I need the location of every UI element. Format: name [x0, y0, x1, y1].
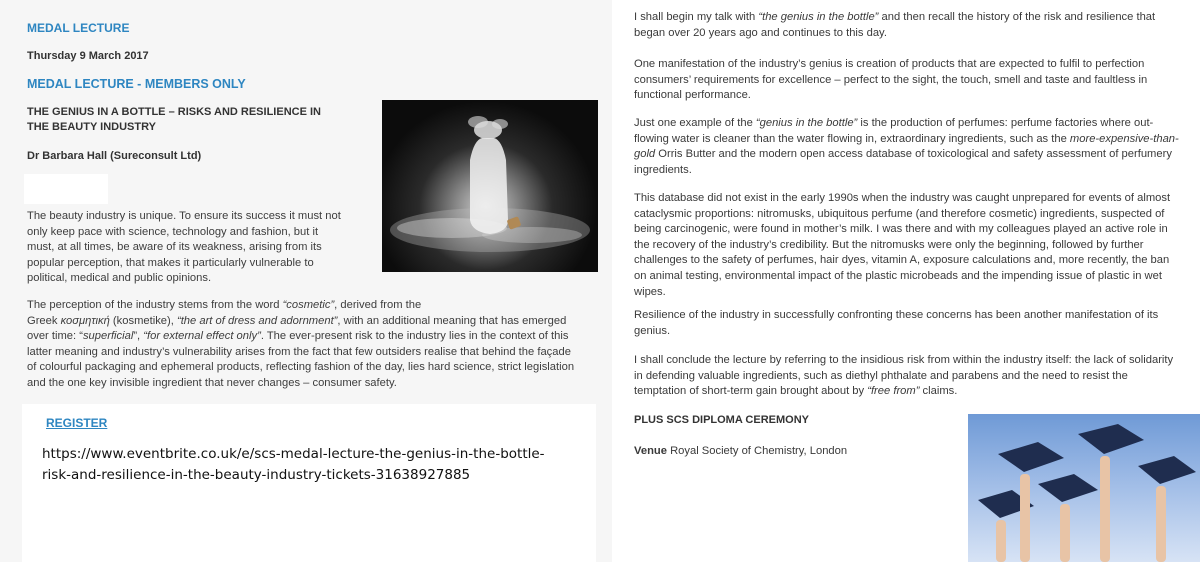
- paragraph-line: must, at all times, be aware of its weakness, arising from its: [27, 241, 322, 254]
- paragraph-line: began over 20 years ago and continues to this day.: [634, 26, 887, 39]
- intro-paragraph: [27, 209, 377, 287]
- paragraph-line: functional performance.: [634, 89, 751, 102]
- diploma-ceremony-heading: PLUS SCS DIPLOMA CEREMONY: [634, 414, 809, 426]
- paragraph-line: over time: “superficial”, “for external effect only”. The ever-present risk to the industry lies in the context of this: [27, 330, 569, 343]
- paragraph-line: ingredients.: [634, 163, 692, 176]
- venue-label: Venue: [634, 445, 667, 457]
- talk-intro-paragraph: [634, 10, 1200, 41]
- event-date: Thursday 9 March 2017: [27, 50, 149, 62]
- section-label: MEDAL LECTURE: [27, 21, 130, 35]
- paragraph-line: flowing water is cleaner than the water flowing in, extraordinary ingredients, such as the more-expensive-than-: [634, 132, 1179, 145]
- venue-value: Royal Society of Chemistry, London: [666, 445, 848, 457]
- paragraph-line: challenges to the safety of perfumes, hair dyes, vitamin A, exposure calculations and, more recently, the ban: [634, 254, 1170, 267]
- lecture-title-line: THE BEAUTY INDUSTRY: [27, 121, 156, 133]
- paragraph-line: gold Orris Butter and the modern open access database of toxicological and safety assessment of perfumery: [634, 148, 1172, 161]
- paragraph-line: consumers’ requirements for excellence – perfect to the sight, the touch, smell and taste and faultless in: [634, 73, 1148, 86]
- lecture-title-line: THE GENIUS IN A BOTTLE – RISKS AND RESILIENCE IN: [27, 106, 321, 118]
- paragraph-line: genius.: [634, 324, 671, 337]
- paragraph-line: political, medical and public opinions.: [27, 272, 212, 285]
- paragraph-line: wipes.: [634, 285, 666, 298]
- paragraph-line: temptation of short-term gain brought about by “free from” claims.: [634, 385, 958, 398]
- lecture-title: [27, 105, 321, 135]
- smoke-bottle-image: [382, 100, 598, 272]
- paragraph-line: the recovery of the industry’s credibility. But the nitromusks were only the beginning, followed by further: [634, 238, 1144, 251]
- paragraph-line: cataclysmic proportions: nitromusks, ubiquitous perfume (and therefore cosmetic) ingredients, suspected of: [634, 207, 1165, 220]
- perception-paragraph: [27, 298, 607, 392]
- paragraph-line: The beauty industry is unique. To ensure its success it must not: [27, 210, 341, 222]
- graduation-caps-image: [968, 414, 1200, 562]
- resilience-paragraph: [634, 308, 1200, 339]
- paragraph-line: and the one key invisible ingredient that never changes – consumer safety.: [27, 376, 397, 389]
- conclusion-paragraph: [634, 353, 1200, 400]
- paragraph-line: Just one example of the “genius in the bottle” is the production of perfumes: perfume factories where out-: [634, 117, 1154, 129]
- manifestation-paragraph: [634, 57, 1200, 104]
- blank-box: [24, 174, 108, 204]
- paragraph-line: This database did not exist in the early 1990s when the industry was caught unprepared for events of almost: [634, 192, 1171, 204]
- url-line: https://www.eventbrite.co.uk/e/scs-medal-lecture-the-genius-in-the-bottle-: [42, 446, 545, 462]
- register-box: [22, 404, 596, 562]
- paragraph-line: on animal testing, environmental impact of the plastic microbeads and the impending issue of plastic in wet: [634, 269, 1162, 282]
- paragraph-line: of colourful packaging and ephemeral products, reflecting fashion of the day, lies hard science, strict legislation: [27, 361, 575, 374]
- paragraph-line: in defending valuable ingredients, such as diethyl phthalate and parabens and the need to resist the: [634, 369, 1128, 382]
- paragraph-line: latter meaning and industry’s vulnerability arises from the fact that few outsiders realise that behind the façade: [27, 345, 571, 358]
- paragraph-line: popular perception, that makes it particularly vulnerable to: [27, 256, 314, 269]
- paragraph-line: being carcinogenic, were found in mother’s milk. I was there and with my colleagues played an active role in: [634, 223, 1168, 236]
- paragraph-line: One manifestation of the industry’s genius is creation of products that are expected to fulfil to perfection: [634, 58, 1145, 70]
- speaker-name: Dr Barbara Hall (Sureconsult Ltd): [27, 150, 202, 162]
- url-line: risk-and-resilience-in-the-beauty-industry-tickets-31638927885: [42, 467, 471, 483]
- database-paragraph: [634, 191, 1200, 300]
- paragraph-line: The perception of the industry stems from the word “cosmetic”, derived from the: [27, 299, 422, 311]
- paragraph-line: Greek κοσμητική (kosmetike), “the art of dress and adornment”, with an additional meaning that has emerged: [27, 314, 567, 327]
- eventbrite-url[interactable]: [42, 444, 582, 486]
- paragraph-line: Resilience of the industry in successfully confronting these concerns has been another manifestation of its: [634, 309, 1159, 321]
- members-title: MEDAL LECTURE - MEMBERS ONLY: [27, 77, 246, 91]
- paragraph-line: only keep pace with science, technology and fashion, but it: [27, 225, 319, 238]
- paragraph-line: I shall begin my talk with “the genius in the bottle” and then recall the history of the risk and resilience that: [634, 11, 1156, 23]
- register-link[interactable]: REGISTER: [46, 416, 108, 430]
- perfume-paragraph: [634, 116, 1200, 178]
- paragraph-line: I shall conclude the lecture by referring to the insidious risk from within the industry itself: the lack of solidarity: [634, 354, 1174, 366]
- venue-line: [634, 444, 847, 460]
